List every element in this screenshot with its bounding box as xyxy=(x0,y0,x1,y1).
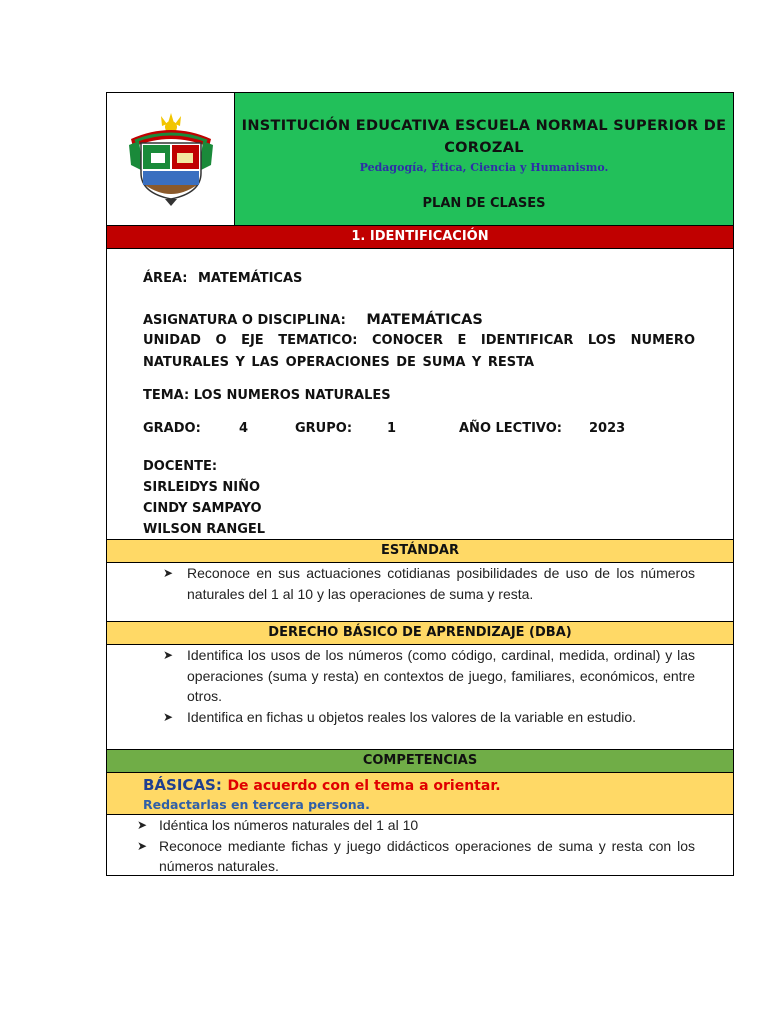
grade-group-year-line xyxy=(143,421,695,439)
grade-value: 4 xyxy=(239,421,249,436)
competencies-section-title: COMPETENCIAS xyxy=(107,749,733,773)
unit-text: UNIDAD O EJE TEMATICO: CONOCER E IDENTIFICAR LOS NUMERO NATURALES Y LAS OPERACIONES DE SUMA Y RESTA xyxy=(143,333,695,370)
year-label: AÑO LECTIVO: xyxy=(459,421,563,436)
group-label: GRUPO: xyxy=(295,421,353,436)
area-value: MATEMÁTICAS xyxy=(197,271,303,286)
basic-note: De acuerdo con el tema a orientar. xyxy=(227,778,501,794)
area-label: ÁREA: xyxy=(143,271,188,286)
area-line xyxy=(143,271,695,286)
teacher-name: SIRLEIDYS NIÑO xyxy=(143,480,261,495)
list-item-text: Idéntica los números naturales del 1 al 10 xyxy=(159,817,419,833)
institution-motto: Pedagogía, Ética, Ciencia y Humanismo. xyxy=(359,161,609,174)
arrow-bullet-icon: ➤ xyxy=(163,709,174,724)
lesson-plan-document xyxy=(106,92,734,876)
identification-section-title: 1. IDENTIFICACIÓN xyxy=(107,226,733,249)
basic-instruction: Redactarlas en tercera persona. xyxy=(143,797,370,812)
basic-competencies-header xyxy=(107,773,733,815)
dba-section-title: DERECHO BÁSICO DE APRENDIZAJE (DBA) xyxy=(107,621,733,645)
group-value: 1 xyxy=(387,421,397,436)
standard-list xyxy=(107,563,733,604)
dba-list xyxy=(107,645,733,727)
list-item-text: Identifica en fichas u objetos reales los valores de la variable en estudio. xyxy=(187,708,637,725)
basic-label: BÁSICAS: xyxy=(143,776,222,794)
year-value: 2023 xyxy=(589,421,626,436)
subject-value: MATEMÁTICAS xyxy=(366,312,483,328)
list-item-text: Identifica los usos de los números (como código, cardinal, medida, ordinal) y las operaciones (suma y resta) en contextos de juego, familiares, económicos, entre otros. xyxy=(187,647,695,704)
arrow-bullet-icon: ➤ xyxy=(163,648,174,662)
school-logo xyxy=(107,93,235,225)
list-item-text: Reconoce en sus actuaciones cotidianas posibilidades de uso de los números naturales del 1 al 10 y las operaciones de suma y resta. xyxy=(187,565,695,602)
document-type: PLAN DE CLASES xyxy=(422,196,546,211)
teacher-name: CINDY SAMPAYO xyxy=(143,501,262,516)
arrow-bullet-icon: ➤ xyxy=(137,818,148,832)
standard-section-title: ESTÁNDAR xyxy=(107,539,733,563)
school-crest-logo xyxy=(121,111,221,207)
list-item-text: Reconoce mediante fichas y juego didácticos operaciones de suma y resta con los números naturales. xyxy=(159,837,695,874)
institution-title-block xyxy=(235,93,733,225)
subject-label: ASIGNATURA O DISCIPLINA: xyxy=(143,313,346,328)
teacher-label: DOCENTE: xyxy=(143,459,218,474)
identification-section xyxy=(107,249,733,539)
list-item xyxy=(107,563,733,604)
document-header xyxy=(107,93,733,226)
topic-text: TEMA: LOS NUMEROS NATURALES xyxy=(143,388,391,403)
competencies-list-section xyxy=(107,815,733,875)
arrow-bullet-icon: ➤ xyxy=(163,566,174,580)
standard-section xyxy=(107,563,733,621)
list-item xyxy=(107,836,733,877)
list-item xyxy=(107,815,733,836)
subject-line xyxy=(143,312,695,328)
dba-section xyxy=(107,645,733,749)
teacher-name: WILSON RANGEL xyxy=(143,522,266,537)
list-item xyxy=(107,707,733,728)
list-item xyxy=(107,645,733,707)
grade-label: GRADO: xyxy=(143,421,201,436)
arrow-bullet-icon: ➤ xyxy=(137,838,148,853)
institution-name: INSTITUCIÓN EDUCATIVA ESCUELA NORMAL SUPERIOR DE COROZAL xyxy=(241,118,727,156)
competencies-list xyxy=(107,815,733,877)
